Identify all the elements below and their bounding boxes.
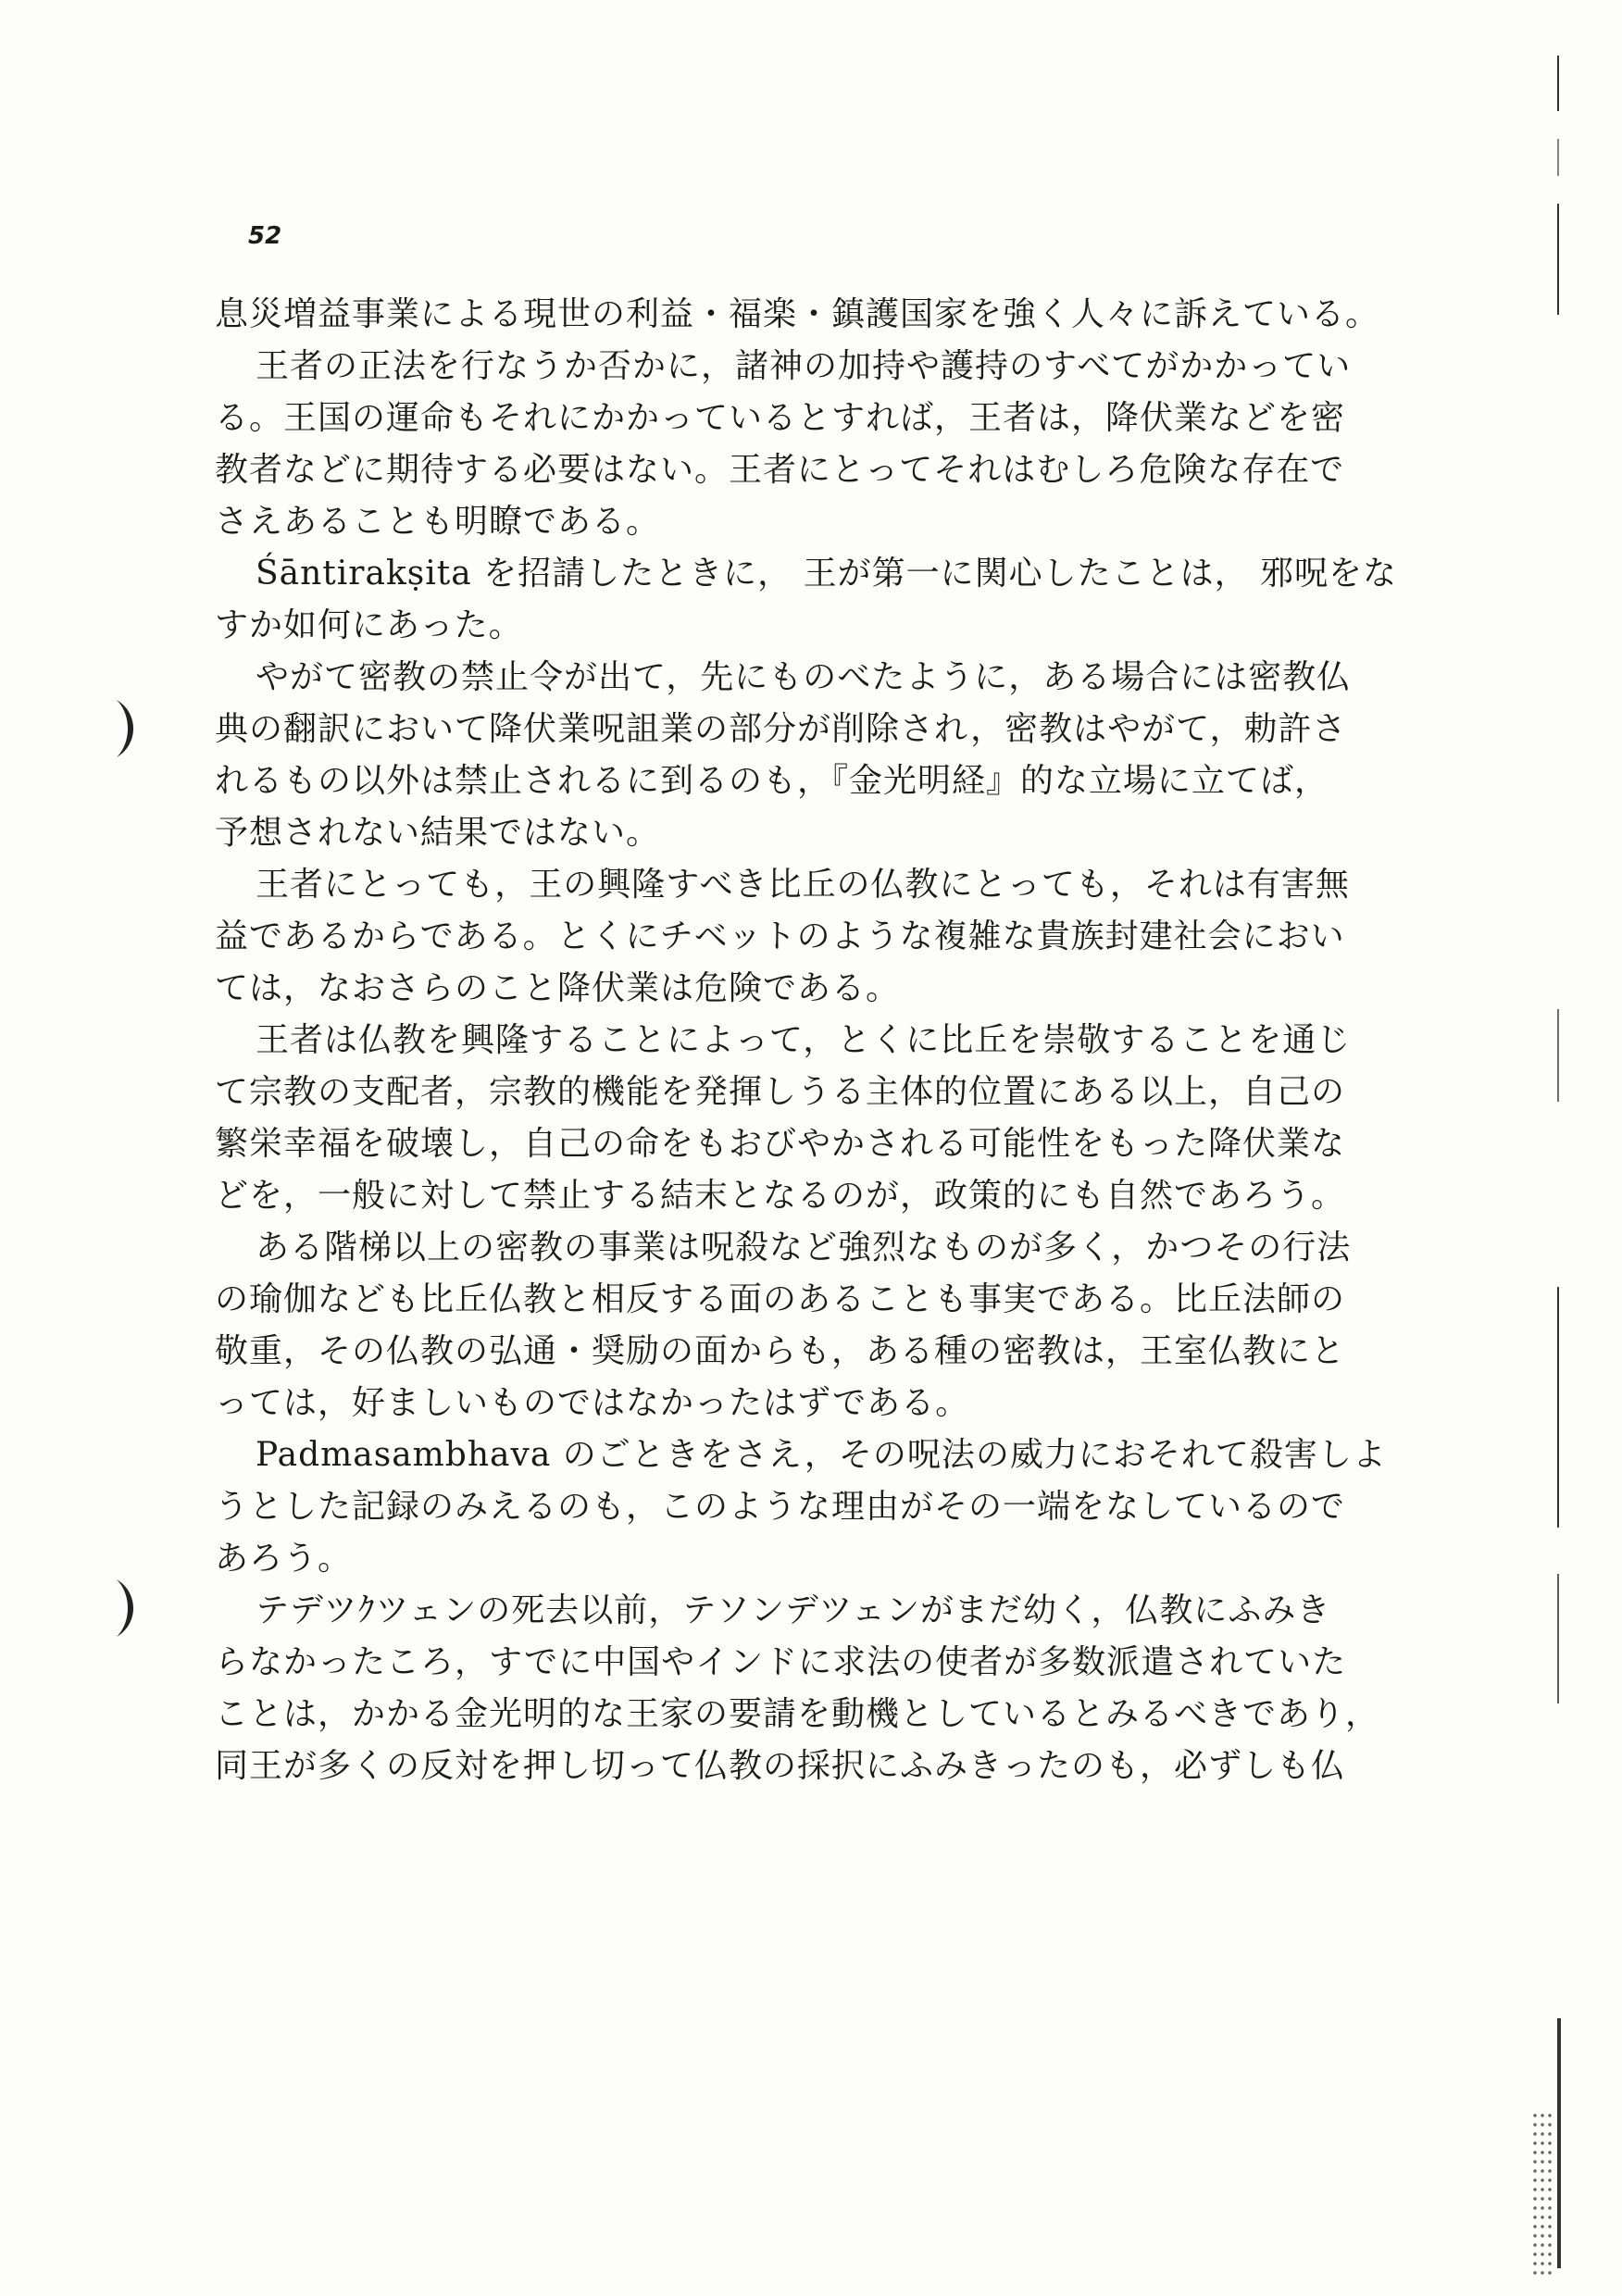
scan-edge-line — [1557, 1287, 1559, 1528]
text-line: 同王が多くの反対を押し切って仏教の採択にふみきったのも，必ずしも仏 — [215, 1747, 1346, 1785]
text-line: 敬重，その仏教の弘通・奨励の面からも，ある種の密教は，王室仏教にと — [215, 1332, 1346, 1370]
text-line: 息災増益事業による現世の利益・福楽・鎮護国家を強く人々に訴えている。 — [215, 295, 1380, 333]
text-line: て宗教の支配者，宗教的機能を発揮しうる主体的位置にある以上，自己の — [215, 1073, 1346, 1111]
text-line: 予想されない結果ではない。 — [215, 814, 661, 852]
text-line: Padmasambhava のごときをさえ，その呪法の威力におそれて殺害しよ — [256, 1436, 1387, 1474]
text-line: 王者は仏教を興隆することによって，とくに比丘を崇敬することを通じ — [256, 1021, 1352, 1059]
text-line: 典の翻訳において降伏業呪詛業の部分が削除され，密教はやがて，勅許さ — [215, 710, 1347, 748]
text-line: 益であるからである。とくにチベットのような複雑な貴族封建社会におい — [215, 917, 1345, 955]
text-line: すか如何にあった。 — [215, 606, 523, 644]
text-line: テデツｸツェンの死去以前，テソンデツェンがまだ幼く，仏教にふみき — [256, 1591, 1331, 1629]
text-line: 教者などに期待する必要はない。王者にとってそれはむしろ危険な存在で — [215, 451, 1345, 489]
scan-edge-line — [1557, 1574, 1559, 1703]
text-line: ことは，かかる金光明的な王家の要請を動機としているとみるべきであり， — [215, 1695, 1380, 1733]
scan-edge-line — [1557, 1009, 1559, 1102]
text-line: ある階梯以上の密教の事業は呪殺など強烈なものが多く，かつその行法 — [256, 1229, 1352, 1267]
text-line: の瑜伽なども比丘仏教と相反する面のあることも事実である。比丘法師の — [215, 1280, 1346, 1318]
binding-mark-icon — [111, 696, 148, 761]
text-line: ては，なおさらのこと降伏業は危険である。 — [215, 969, 901, 1007]
text-line: あろう。 — [215, 1540, 353, 1578]
scan-edge-line — [1557, 56, 1559, 111]
binding-mark-icon — [111, 1576, 148, 1641]
text-line: れるもの以外は禁止されるに到るのも，『金光明経』的な立場に立てば， — [215, 762, 1329, 800]
text-line: 繁栄幸福を破壊し，自己の命をもおびやかされる可能性をもった降伏業な — [215, 1125, 1346, 1163]
text-line: さえあることも明瞭である。 — [215, 503, 661, 541]
text-line: 王者の正法を行なうか否かに，諸神の加持や護持のすべてがかかってい — [256, 347, 1352, 385]
text-line: っては，好ましいものではなかったはずである。 — [215, 1384, 970, 1422]
scan-edge-line — [1557, 2018, 1561, 2268]
scan-noise — [1531, 2111, 1553, 2277]
text-line: Śāntirakṣita を招請したときに， 王が第一に関心したことは， 邪呪をな — [256, 555, 1398, 593]
scan-edge-line — [1557, 204, 1559, 315]
scan-edge-line — [1557, 139, 1559, 176]
text-line: やがて密教の禁止令が出て，先にものべたように，ある場合には密教仏 — [256, 658, 1352, 696]
body-text — [215, 289, 1398, 1792]
text-line: うとした記録のみえるのも，このような理由がその一端をなしているので — [215, 1488, 1346, 1526]
page-number: 52 — [248, 222, 282, 250]
text-line: る。王国の運命もそれにかかっているとすれば，王者は，降伏業などを密 — [215, 399, 1346, 437]
text-line: らなかったころ，すでに中国やインドに求法の使者が多数派遣されていた — [215, 1643, 1347, 1681]
text-line: どを，一般に対して禁止する結末となるのが，政策的にも自然であろう。 — [215, 1177, 1346, 1215]
text-line: 王者にとっても，王の興隆すべき比丘の仏教にとっても，それは有害無 — [256, 866, 1350, 904]
